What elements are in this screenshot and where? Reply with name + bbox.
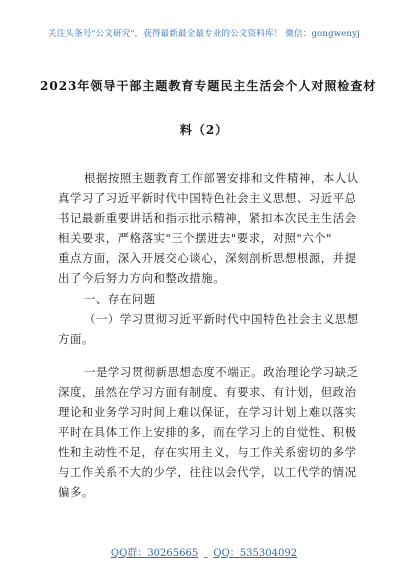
footer-qq[interactable]: QQ：535304092 <box>213 548 298 559</box>
paragraph-line: 平时在具体工作上安排的多，而在学习上的自觉性、积极 <box>58 425 357 439</box>
paragraph-line: 真学习了习近平新时代中国特色社会主义思想、习近平总 <box>58 191 357 205</box>
paragraph-line: 书记最新重要讲话和指示批示精神，紧扣本次民主生活会 <box>58 211 357 225</box>
header-banner: 关注头条号"公文研究"，获得最新最全最专业的公文资料库！ 微信：gongwenyj <box>48 29 360 39</box>
paragraph-line: 偏多。 <box>58 485 94 499</box>
paragraph-line: 一是学习贯彻新思想态度不端正。政治理论学习缺乏 <box>84 365 359 379</box>
paragraph-line: 根据按照主题教育工作部署安排和文件精神，本人认 <box>84 171 359 185</box>
paragraph-line: 与工作关系不大的少学，往往以会代学，以工代学的情况 <box>58 465 357 479</box>
paragraph-line: 方面。 <box>58 332 94 346</box>
footer-contact <box>0 544 408 559</box>
section-heading: 一、存在问题 <box>84 292 156 306</box>
paragraph-line: 重点方面，深入开展交心谈心，深刻剖析思想根源，并提 <box>58 251 357 265</box>
subsection-heading: （一）学习贯彻习近平新时代中国特色社会主义思想 <box>84 312 359 326</box>
document-title-line-1: 2023年领导干部主题教育专题民主生活会个人对照检查材 <box>40 79 377 93</box>
paragraph-line: 理论和业务学习时间上难以保证，在学习计划上难以落实 <box>58 405 357 419</box>
paragraph-line: 出了今后努力方向和整改措施。 <box>58 271 226 285</box>
paragraph-line: 相关要求，严格落实"三个摆进去"要求，对照"六个" <box>58 231 332 245</box>
document-title-line-2: 料（2） <box>179 123 229 137</box>
paragraph-line: 深度，虽然在学习方面有制度、有要求、有计划，但政治 <box>58 385 357 399</box>
footer-qq-group[interactable]: QQ群：30265665 <box>110 548 199 559</box>
paragraph-line: 性和主动性不足，存在实用主义，与工作关系密切的多学 <box>58 445 357 459</box>
